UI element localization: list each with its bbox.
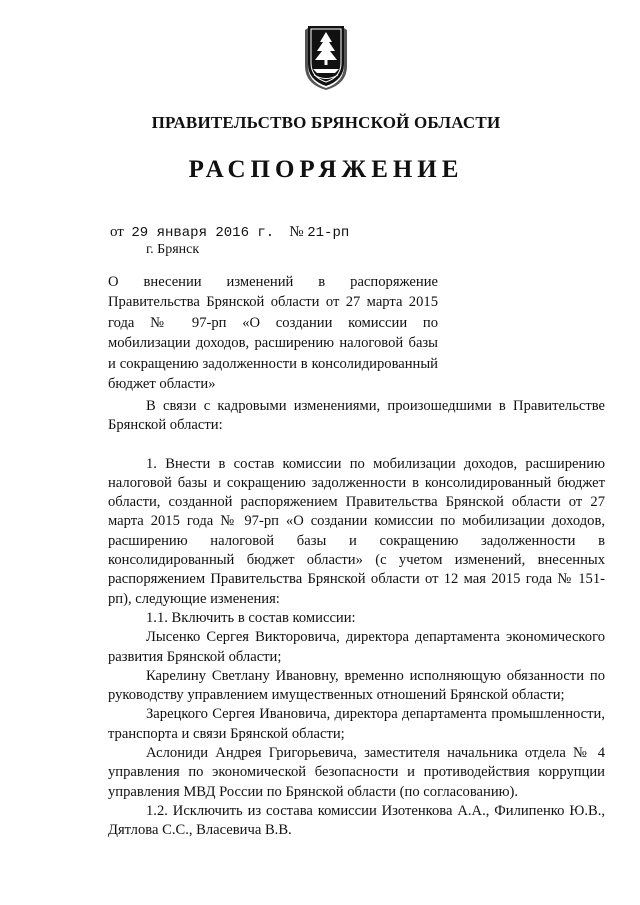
- date-number-line: [110, 224, 349, 241]
- document-body: [108, 397, 605, 841]
- document-number: 21-рп: [307, 225, 350, 241]
- bryansk-coat-of-arms-icon: [302, 20, 350, 90]
- preamble-paragraph: В связи с кадровыми изменениями, произошедшими в Правительстве Брянской области:: [108, 398, 605, 434]
- date-prefix: от: [110, 224, 124, 240]
- organization-name: ПРАВИТЕЛЬСТВО БРЯНСКОЙ ОБЛАСТИ: [151, 113, 501, 132]
- document-date: 29 января 2016 г.: [131, 225, 275, 241]
- member-added-paragraph: Карелину Светлану Ивановну, временно исполняющую обязанности по руководству управлением имущественных отношений Брянской области;: [108, 667, 605, 704]
- document-type: РАСПОРЯЖЕНИЕ: [188, 156, 464, 183]
- item-1-2-paragraph: 1.2. Исключить из состава комиссии Изотенкова А.А., Филипенко Ю.В., Дятлова С.С., Власевича В.В.: [108, 802, 605, 839]
- document-city: г. Брянск: [146, 242, 200, 257]
- member-added-paragraph: Зарецкого Сергея Ивановича, директора департамента промышленности, транспорта и связи Брянской области;: [108, 706, 605, 742]
- number-label: №: [289, 224, 304, 240]
- member-added-paragraph: Лысенко Сергея Викторовича, директора департамента экономического развития Брянской области;: [108, 629, 605, 665]
- item-1-1-paragraph: 1.1. Включить в состав комиссии:: [146, 609, 356, 626]
- member-added-paragraph: Аслониди Андрея Григорьевича, заместителя начальника отдела № 4 управления по экономической безопасности и противодействия коррупции управления МВД России по Брянской области (по согласованию).: [108, 745, 605, 800]
- item-1-paragraph: 1. Внести в состав комиссии по мобилизации доходов, расширению налоговой базы и сокращению задолженности в консолидированный бюджет области, созданной распоряжением Правительства Брянской области от 27 марта 2015 года № 97-рп «О создании комиссии по мобилизации доходов, расширению налоговой базы и сокращению задолженности в консолидированный бюджет области» (с учетом изменений, внесенных распоряжением Правительства Брянской области от 12 мая 2015 года № 151-рп), следующие изменения:: [108, 455, 605, 607]
- document-subject: О внесении изменений в распоряжение Правительства Брянской области от 27 марта 2015 года № 97-рп «О создании комиссии по мобилизации доходов, расширению налоговой базы и сокращению задолженности в консолидированный бюджет области»: [108, 274, 438, 393]
